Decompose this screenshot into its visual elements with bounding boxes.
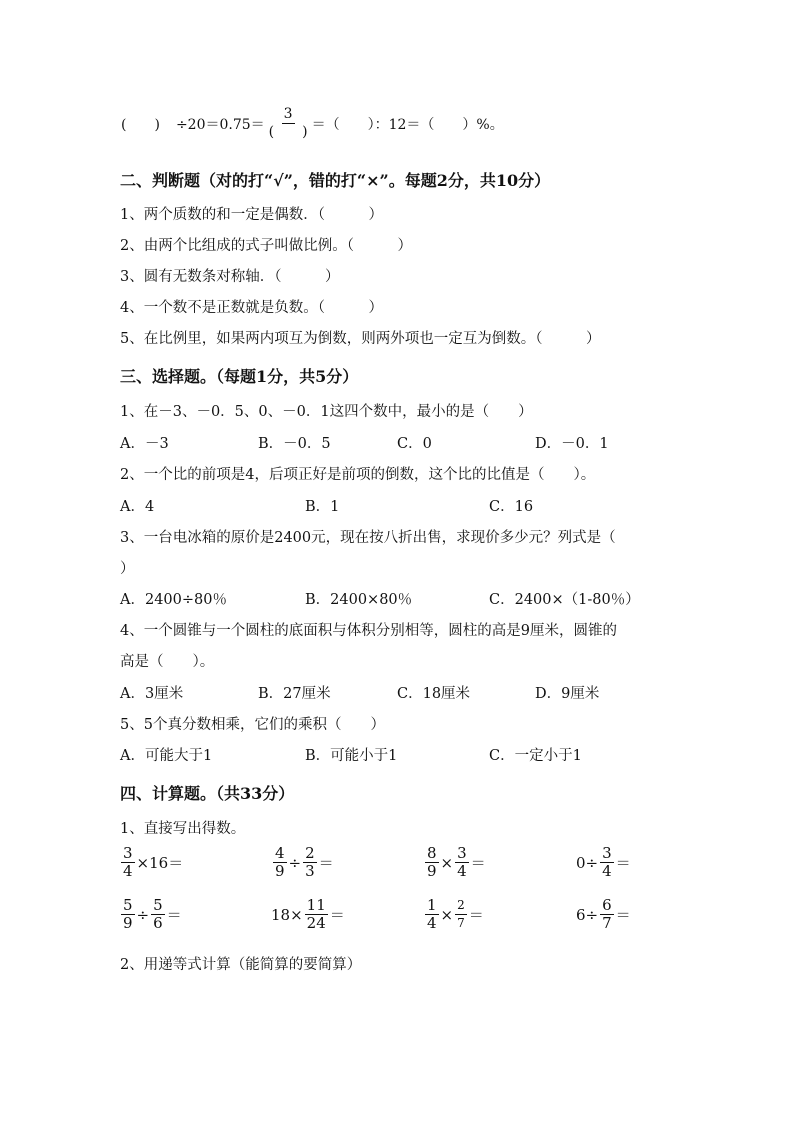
denominator: 4 [457,862,467,880]
calc-r1-c2 [272,845,335,880]
fraction [600,897,614,932]
judge-item-4: 4、一个数不是正数就是负数。（ ） [120,300,383,316]
fraction [273,845,287,880]
denominator: 9 [275,862,285,880]
judge-item-1: 1、两个质数的和一定是偶数．（ ） [120,207,383,223]
operator: ÷ [136,905,150,924]
choice-q2-option-b: B．1 [305,499,340,515]
operator: × [440,905,454,924]
calc-r1-c4 [575,845,632,880]
section-2-title: 二、判断题（对的打“√”，错的打“×”。每题2分，共10分） [120,171,551,190]
denominator: 9 [123,914,133,932]
choice-q4-option-a: A．3厘米 [120,686,184,702]
numerator: 8 [427,844,437,862]
numerator: 11 [306,896,326,914]
choice-q3-option-a: A．2400÷80％ [120,592,227,608]
section-3-title: 三、选择题。（每题1分，共5分） [120,367,359,386]
equals: ＝ [470,854,486,872]
choice-q4-option-d: D．9厘米 [535,686,600,702]
denominator: 24 [306,914,326,932]
numerator: 3 [123,844,133,862]
fraction-numerator: 3 [283,106,293,122]
numerator: 5 [123,896,133,914]
prefix: 6÷ [576,905,599,924]
choice-q5-option-c: C．一定小于1 [489,748,582,764]
choice-q5-option-b: B．可能小于1 [305,748,398,764]
fraction [121,845,135,880]
fraction [121,897,135,932]
choice-q1-option-a: A．－3 [120,436,169,452]
fraction [303,845,317,880]
choice-q3-option-b: B．2400×80％ [305,592,413,608]
numerator: 3 [457,844,467,862]
choice-q4-stem-line1: 4、一个圆锥与一个圆柱的底面积与体积分别相等，圆柱的高是9厘米，圆锥的 [120,623,617,639]
equals: ＝ [318,854,334,872]
equation-part-1: ÷20＝0.75＝ [175,116,265,133]
fraction [455,845,469,880]
denominator: 4 [427,914,437,932]
choice-q5-stem: 5、5个真分数相乘，它们的乘积（ ） [120,717,385,733]
denominator: 4 [602,862,612,880]
calc-r1-c1 [120,845,184,880]
choice-q2-option-a: A．4 [120,499,155,515]
denominator: 7 [602,914,612,932]
numerator: 6 [602,896,612,914]
calc-sub-1: 1、直接写出得数。 [120,821,246,837]
denominator: 6 [153,914,163,932]
calc-sub-2: 2、用递等式计算（能简算的要简算） [120,957,362,973]
denominator: 4 [123,862,133,880]
numerator: 4 [275,844,285,862]
fraction [151,897,165,932]
denominator: 7 [457,916,465,930]
judge-item-5: 5、在比例里，如果两内项互为倒数，则两外项也一定互为倒数。（ ） [120,331,601,347]
section-4-title: 四、计算题。（共33分） [120,784,295,803]
choice-q3-stem-line1: 3、一台电冰箱的原价是2400元，现在按八折出售，求现价多少元？列式是（ [120,530,616,546]
choice-q4-option-c: C．18厘米 [397,686,471,702]
denominator: 3 [305,862,315,880]
fraction-denominator: ( ) [268,124,308,140]
numerator: 1 [427,896,437,914]
choice-q3-stem-line2: ） [120,561,135,577]
judge-item-3: 3、圆有无数条对称轴．（ ） [120,269,340,285]
top-equation [120,106,505,141]
calc-r2-c3 [424,897,485,932]
choice-q5-option-a: A．可能大于1 [120,748,213,764]
judge-item-2: 2、由两个比组成的式子叫做比例。（ ） [120,238,412,254]
denominator: 9 [427,862,437,880]
calc-r1-c3 [424,845,487,880]
numerator: 3 [602,844,612,862]
choice-q4-option-b: B．27厘米 [258,686,331,702]
choice-q1-option-d: D．－0．1 [535,436,609,452]
choice-q1-option-b: B．－0．5 [258,436,331,452]
choice-q1-option-c: C．0 [397,436,432,452]
equation-part-2: ＝（ ）：12＝（ ）%。 [311,116,504,133]
fraction [600,845,614,880]
numerator: 5 [153,896,163,914]
choice-q2-option-c: C．16 [489,499,534,515]
prefix: 0÷ [576,853,599,872]
choice-q1-stem: 1、在－3、－0．5、0、－0．1这四个数中，最小的是（ ） [120,404,533,420]
equals: ＝ [615,906,631,924]
equals: ＝ [615,854,631,872]
numerator: 2 [455,897,467,915]
fraction [455,897,467,932]
choice-q3-option-c: C．2400×（1-80％） [489,592,640,608]
equation-fraction [267,106,310,141]
fraction [305,897,328,932]
calc-r2-c1 [120,897,183,932]
prefix: 18× [271,905,303,924]
numerator: 2 [305,844,315,862]
choice-q4-stem-line2: 高是（ ）。 [120,654,215,670]
equals: ＝ [329,906,345,924]
fraction [425,845,439,880]
choice-q2-stem: 2、一个比的前项是4，后项正好是前项的倒数，这个比的比值是（ ）。 [120,467,596,483]
calc-r2-c2 [270,897,346,932]
operator: ×16＝ [136,854,184,872]
operator: × [440,853,454,872]
operator: ÷ [288,853,302,872]
calc-r2-c4 [575,897,632,932]
equals: ＝ [166,906,182,924]
equals: ＝ [468,906,484,924]
blank-1: ( ) [121,116,160,133]
fraction [425,897,439,932]
